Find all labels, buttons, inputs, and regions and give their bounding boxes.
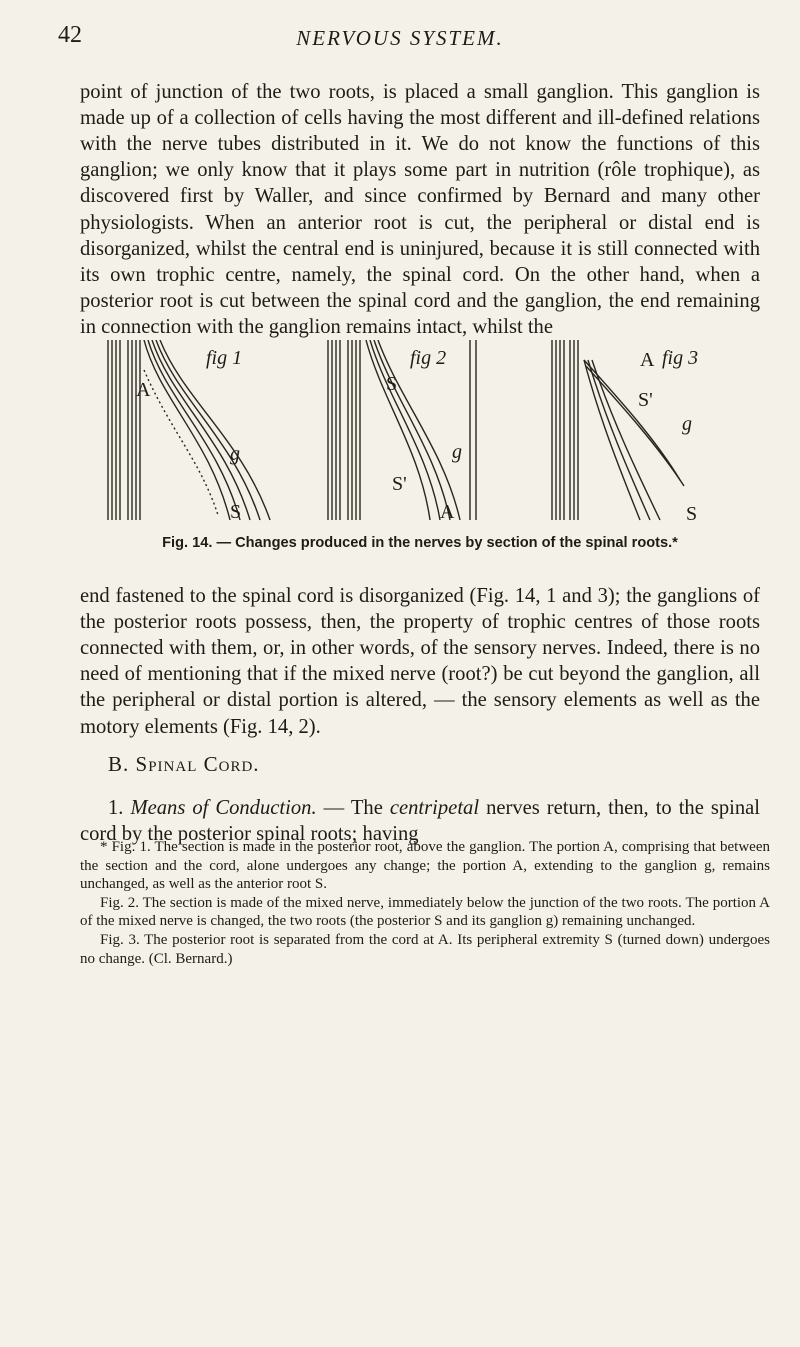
figure-14 bbox=[100, 340, 740, 600]
figure-caption: Fig. 14. — Changes produced in the nerves by section of the spinal roots.* bbox=[162, 535, 678, 551]
label-S: S bbox=[230, 501, 242, 523]
label-g: g bbox=[682, 413, 692, 435]
label-g: g bbox=[452, 441, 462, 463]
paragraph-text: nerves return, then, to the spinal cord by the posterior spinal roots; having bbox=[80, 796, 761, 845]
fig2-label: fig 2 bbox=[410, 347, 447, 369]
subsection-title: Means of Conduction. bbox=[130, 796, 317, 819]
footnotes bbox=[80, 838, 770, 968]
body-paragraph-2: end fastened to the spinal cord is disorganized (Fig. 14, 1 and 3); the ganglions of the posterior roots possess, then, the property of trophic centres of those roots connected with them, or, in other words, of the sensory nerves. Indeed, there is no need of mentioning that if the mixed nerve (root?) be cut beyond the ganglion, all the peripheral or distal portion is altered, — the sensory elements as well as the motory elements (Fig. 14, 2). bbox=[80, 584, 760, 738]
section-title: Spinal Cord. bbox=[135, 752, 260, 776]
fig1-label: fig 1 bbox=[206, 347, 243, 369]
fig1-panel bbox=[108, 340, 270, 520]
label-S-prime: S' bbox=[392, 473, 407, 495]
page-number: 42 bbox=[58, 22, 82, 48]
label-S: S bbox=[386, 373, 398, 395]
label-S-prime: S' bbox=[638, 389, 653, 411]
subsection-dash: — The bbox=[323, 796, 383, 819]
label-S: S bbox=[686, 503, 698, 525]
fig3-label: fig 3 bbox=[662, 347, 699, 369]
footnote-fig1: * Fig. 1. The section is made in the posterior root, above the ganglion. The portion A, comprising that between the section and the cord, alone undergoes any change; the portion A, extending to the ganglion g, remains unchanged, as well as the anterior root S. bbox=[80, 839, 770, 893]
subsection-number: 1. bbox=[108, 796, 124, 819]
footnote-fig3: Fig. 3. The posterior root is separated from the cord at A. Its peripheral extremity S (turned down) undergoes no change. (Cl. Bernard.) bbox=[80, 931, 770, 967]
running-title: NERVOUS SYSTEM. bbox=[296, 26, 504, 50]
footnote-fig2: Fig. 2. The section is made of the mixed nerve, immediately below the junction of the two roots. The portion A of the mixed nerve is changed, the two roots (the posterior S and its ganglion g) remaining unchanged. bbox=[80, 894, 770, 930]
label-A: A bbox=[640, 349, 655, 371]
emphasis-centripetal: centripetal bbox=[389, 796, 480, 819]
label-g: g bbox=[230, 443, 240, 465]
label-A: A bbox=[440, 501, 455, 523]
section-letter: B. bbox=[108, 752, 130, 776]
nerve-section-illustration bbox=[100, 340, 740, 530]
label-A: A bbox=[136, 379, 151, 401]
section-heading bbox=[108, 752, 260, 777]
body-paragraph-1: point of junction of the two roots, is placed a small ganglion. This ganglion is made up of a collection of cells having the most different and ill-defined relations with the nerve tubes distributed in it. We do not know the functions of this ganglion; we only know that it plays some part in nutrition (rôle trophique), as discovered first by Waller, and since confirmed by Bernard and many other physiologists. When an anterior root is cut, the peripheral or distal end is disorganized, whilst the central end is uninjured, because it is still connected with its own trophic centre, namely, the spinal cord. On the other hand, when a posterior root is cut between the spinal cord and the ganglion, the end remaining in connection with the ganglion remains intact, whilst the bbox=[80, 80, 760, 339]
